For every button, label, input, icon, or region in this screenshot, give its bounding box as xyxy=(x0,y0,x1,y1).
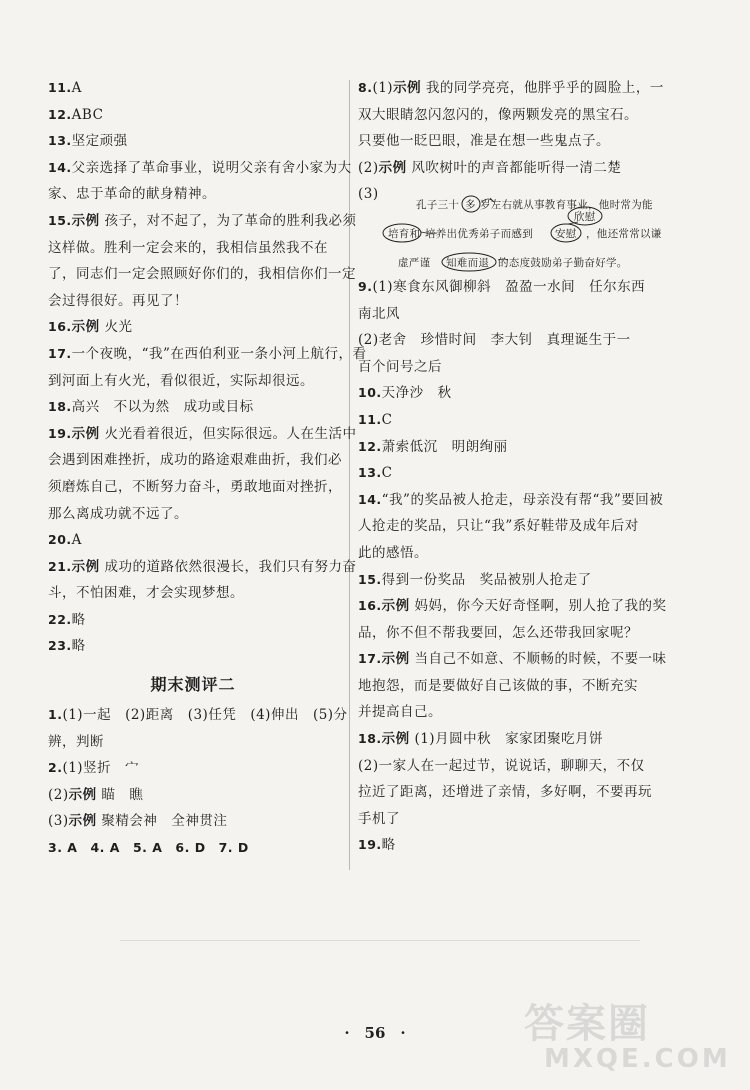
example-tag: 示例 xyxy=(71,319,100,336)
answer-text: 一个夜晚，“我”在西伯利亚一条小河上航行，看 xyxy=(71,345,367,362)
example-tag: 示例 xyxy=(71,212,100,229)
answer-line xyxy=(48,235,338,262)
answer-text: 会遇到困难挫折，成功的路途艰难曲折，我们必 xyxy=(48,452,342,469)
answer-text: 须磨炼自己，不断努力奋斗，勇敢地面对挫折， xyxy=(48,478,342,495)
watermark-logo-text: 答案圈 xyxy=(524,1001,650,1047)
answer-text: A xyxy=(71,80,82,96)
answer-text: 火光看着很近，但实际很远。人在生活中 xyxy=(104,425,357,442)
answer-text: (1)月圆中秋 家家团聚吃月饼 xyxy=(414,731,604,748)
answer-text: (1)竖折 宀 xyxy=(62,760,140,777)
answer-line xyxy=(358,832,658,859)
answer-text: 略 xyxy=(71,611,86,628)
answer-text: 坚定顽强 xyxy=(71,133,128,150)
correction-diagram xyxy=(358,188,662,274)
answer-line xyxy=(48,580,338,607)
watermark-url: MXQE.COM xyxy=(544,1044,731,1074)
answer-text: (2) xyxy=(358,159,379,176)
circled-text: 安慰 xyxy=(555,227,577,240)
answer-text: C xyxy=(381,411,393,428)
answer-line xyxy=(358,620,658,647)
answer-text: (2)一家人在一起过节，说说话，聊聊天，不仅 xyxy=(358,757,645,774)
answer-line xyxy=(358,434,658,461)
answer-line xyxy=(48,782,338,809)
question-number: 18. xyxy=(48,399,72,415)
answer-line xyxy=(48,368,338,395)
answer-text: 辨，判断 xyxy=(48,733,104,750)
question-number: 11. xyxy=(48,80,72,95)
answer-line xyxy=(358,75,664,102)
answer-line xyxy=(358,487,664,514)
question-number: 19. xyxy=(48,425,72,441)
answer-text: 风吹树叶的声音都能听得一清二楚 xyxy=(406,159,622,176)
section-title: 期末测评二 xyxy=(150,675,236,695)
question-number: 22. xyxy=(48,611,72,627)
answer-line xyxy=(48,808,338,835)
answer-line xyxy=(48,155,352,182)
answer-line xyxy=(48,208,357,235)
answer-line xyxy=(48,261,356,288)
diagram-text: 虚严谨 xyxy=(398,256,431,269)
answer-text: 萧索低沉 明朗绚丽 xyxy=(381,438,508,455)
example-tag: 示例 xyxy=(393,80,422,96)
answer-line xyxy=(358,513,658,540)
question-number: 11. xyxy=(358,411,382,427)
question-number: 2. xyxy=(48,760,63,776)
answer-text: 高兴 不以为然 成功或目标 xyxy=(71,399,254,416)
answer-line xyxy=(48,75,338,102)
answer-text: 火光 xyxy=(104,319,133,336)
answer-text: (1) xyxy=(372,80,394,96)
answer-text: 孩子，对不起了，为了革命的胜利我必须 xyxy=(104,212,357,229)
question-number: 15. xyxy=(358,571,382,587)
example-tag: 示例 xyxy=(381,651,410,668)
answer-text: 只要他一眨巴眼，准是在想一些鬼点子。 xyxy=(358,133,610,150)
example-tag: 示例 xyxy=(68,813,97,830)
answer-text: 当自己不如意、不顺畅的时候，不要一味 xyxy=(414,651,667,668)
answer-line xyxy=(358,102,658,129)
example-tag: 示例 xyxy=(71,425,100,442)
answer-line xyxy=(358,327,658,354)
answer-line xyxy=(48,394,338,421)
answer-text: 瞄 瞧 xyxy=(96,786,144,803)
answer-line xyxy=(48,314,338,341)
answer-line xyxy=(48,633,338,660)
example-tag: 示例 xyxy=(68,786,97,803)
left-column xyxy=(48,75,367,862)
answer-text: 成功的道路依然很漫长，我们只有努力奋 xyxy=(104,558,357,575)
answer-text: “我”的奖品被人抢走，母亲没有帮“我”要回被 xyxy=(381,491,664,508)
answer-line xyxy=(358,593,667,620)
answer-text: 聚精会神 全神贯注 xyxy=(96,813,228,830)
example-tag: 示例 xyxy=(381,598,410,615)
question-number: 13. xyxy=(48,133,72,149)
example-tag: 示例 xyxy=(378,159,407,176)
answer-line xyxy=(358,567,658,594)
answer-line xyxy=(358,301,658,328)
answer-text: 双大眼睛忽闪忽闪的，像两颗发亮的黑宝石。 xyxy=(358,106,638,123)
answer-line xyxy=(48,128,338,155)
answer-text: 品，你不但不帮我要回，怎么还带我回家呢？ xyxy=(358,624,638,641)
question-number: 1. xyxy=(48,707,63,723)
answer-text: 地抱怨，而是要做好自己该做的事，不断充实 xyxy=(358,677,638,694)
watermark-logo xyxy=(524,992,744,1082)
answer-line xyxy=(358,699,658,726)
answer-line xyxy=(358,673,658,700)
answer-text: 我的同学亮亮，他胖乎乎的圆脸上，一 xyxy=(421,80,664,96)
answer-line xyxy=(358,540,658,567)
answer-text: 得到一份奖品 奖品被别人抢走了 xyxy=(381,571,592,588)
answer-line xyxy=(358,155,658,182)
question-number: 16. xyxy=(48,319,72,335)
circled-text: 知难而退 xyxy=(446,256,490,269)
answer-text: C xyxy=(381,465,393,482)
column-divider xyxy=(349,80,350,870)
answer-line xyxy=(48,729,338,756)
answer-line xyxy=(48,527,338,554)
answer-text: 略 xyxy=(381,837,396,854)
answer-text: (1)一起 (2)距离 (3)任凭 (4)伸出 (5)分 xyxy=(62,707,348,724)
answer-text: 这样做。胜利一定会来的，我相信虽然我不在 xyxy=(48,239,328,256)
answer-line xyxy=(48,554,357,581)
answer-text: 略 xyxy=(71,638,86,655)
right-column xyxy=(358,75,667,859)
diagram-text: 岁左右就从事教育事业，他时常为能 xyxy=(480,198,653,211)
answer-text: 妈妈，你今天好奇怪啊，别人抢了我的奖 xyxy=(414,598,667,615)
answer-line xyxy=(48,755,338,782)
answer-line xyxy=(48,501,338,528)
answer-line xyxy=(48,341,367,368)
page-number: · 56 · xyxy=(344,1024,406,1042)
answer-line xyxy=(48,447,342,474)
question-number: 20. xyxy=(48,532,72,548)
diagram-text: 孔子三十 xyxy=(416,198,460,211)
answer-line xyxy=(48,288,338,315)
answer-line xyxy=(358,354,658,381)
answer-line xyxy=(48,181,338,208)
answer-line xyxy=(358,779,658,806)
answer-line xyxy=(358,128,658,155)
answer-text: 天净沙 秋 xyxy=(381,385,452,402)
question-number: 14. xyxy=(48,159,72,175)
answer-text: (3) xyxy=(358,186,379,203)
question-number: 13. xyxy=(358,465,382,481)
answer-line xyxy=(48,702,348,729)
question-number: 21. xyxy=(48,558,72,574)
answer-text: 手机了 xyxy=(358,810,400,827)
answer-text: A xyxy=(71,532,82,549)
answer-text: 此的感悟。 xyxy=(358,544,428,561)
answer-text: (3) xyxy=(48,813,69,830)
question-number: 17. xyxy=(358,651,382,667)
answer-line xyxy=(358,806,658,833)
question-number: 10. xyxy=(358,385,382,401)
answer-line xyxy=(48,474,342,501)
circled-text: 培育和 xyxy=(388,227,421,240)
example-tag: 示例 xyxy=(381,731,410,748)
answer-line xyxy=(358,646,667,673)
footer-rule xyxy=(120,940,640,941)
answer-line xyxy=(48,102,338,129)
answer-text: (2)老舍 珍惜时间 李大钊 真理诞生于一 xyxy=(358,332,631,349)
answer-text: 斗，不怕困难，才会实现梦想。 xyxy=(48,585,244,602)
answer-text: 到河面上有火光，看似很近，实际却很远。 xyxy=(48,372,314,389)
answer-line xyxy=(358,726,658,753)
diagram-text: 培养出优秀弟子而感到 xyxy=(425,227,533,240)
question-number: 12. xyxy=(358,438,382,454)
question-number: 12. xyxy=(48,106,72,122)
question-number: 14. xyxy=(358,491,382,507)
circled-text: 欣慰 xyxy=(574,210,596,223)
answer-text: 会过得很好。再见了！ xyxy=(48,292,188,309)
question-number: 17. xyxy=(48,345,72,361)
question-number: 8. xyxy=(358,80,373,95)
answer-text: 父亲选择了革命事业，说明父亲有舍小家为大 xyxy=(71,159,352,176)
question-number: 18. xyxy=(358,731,382,747)
answer-line xyxy=(48,421,357,448)
answer-line xyxy=(48,835,338,862)
answer-text: ABC xyxy=(71,106,104,123)
example-tag: 示例 xyxy=(71,558,100,575)
circled-text: 多 xyxy=(465,198,476,211)
question-number: 23. xyxy=(48,638,72,654)
question-number: 16. xyxy=(358,598,382,614)
answer-line xyxy=(48,607,338,634)
answer-text: 百个问号之后 xyxy=(358,358,442,375)
answer-line xyxy=(358,380,658,407)
diagram-text: 的态度鼓励弟子勤奋好学。 xyxy=(498,256,628,269)
question-number: 19. xyxy=(358,837,382,853)
answer-text: 南北风 xyxy=(358,305,400,322)
answer-text: (2) xyxy=(48,786,69,803)
answer-text: 那么离成功就不远了。 xyxy=(48,505,188,522)
answer-line xyxy=(358,753,658,780)
question-number: 9. xyxy=(358,278,373,294)
answer-line xyxy=(358,460,658,487)
answer-text: 家、忠于革命的献身精神。 xyxy=(48,186,216,203)
answer-text: (1)寒食东风御柳斜 盈盈一水间 任尔东西 xyxy=(372,278,646,295)
answer-text: 3. A 4. A 5. A 6. D 7. D xyxy=(48,840,249,856)
answer-text: 人抢走的奖品，只让“我”系好鞋带及成年后对 xyxy=(358,518,639,535)
answer-text: 并提高自己。 xyxy=(358,704,442,721)
answer-line xyxy=(358,407,658,434)
answer-text: 拉近了距离，还增进了亲情，多好啊，不要再玩 xyxy=(358,784,652,801)
answer-text: 了，同志们一定会照顾好你们的，我相信你们一定 xyxy=(48,266,356,283)
question-number: 15. xyxy=(48,212,72,228)
diagram-text: ，他还常常以谦 xyxy=(586,227,662,240)
